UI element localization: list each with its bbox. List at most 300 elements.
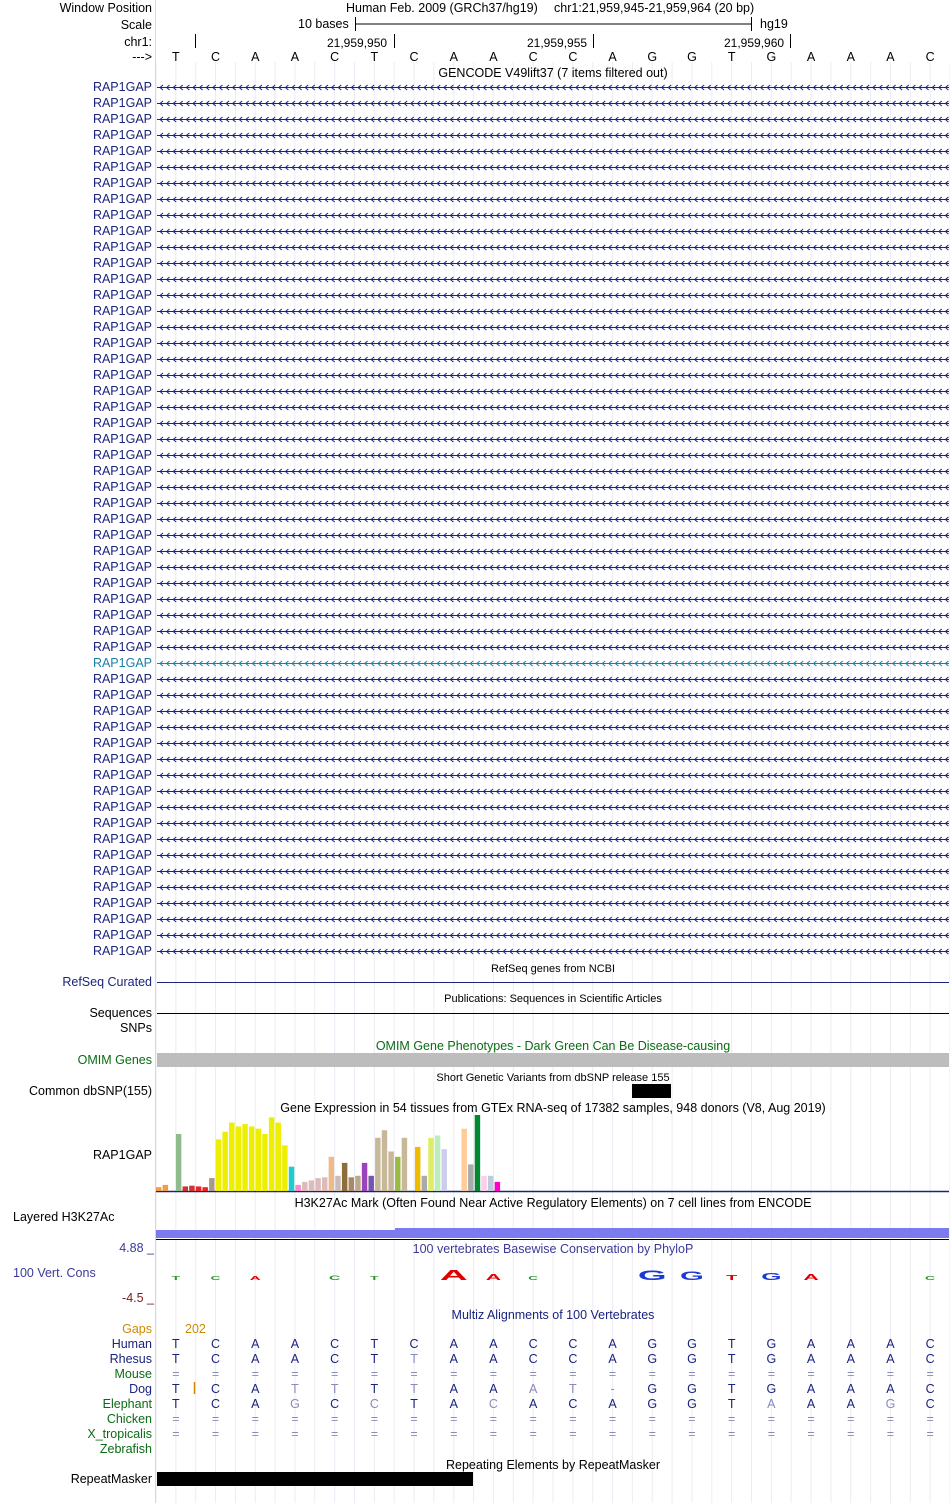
gencode-row-label[interactable]: RAP1GAP xyxy=(92,544,152,558)
alignment-base: = xyxy=(410,1412,418,1426)
alignment-base: C xyxy=(211,1397,221,1411)
alignment-base: = xyxy=(767,1427,776,1441)
alignment-base: C xyxy=(409,1337,419,1351)
alignment-base: G xyxy=(687,1337,697,1351)
alignment-base: T xyxy=(410,1397,418,1411)
alignment-base: = xyxy=(847,1367,855,1381)
alignment-base: A xyxy=(846,1397,855,1411)
alignment-base: A xyxy=(608,1352,617,1366)
alignment-base: = xyxy=(926,1367,934,1381)
alignment-base: C xyxy=(211,1352,221,1366)
alignment-base: G xyxy=(647,1337,658,1351)
alignment-base: = xyxy=(926,1427,934,1441)
h3k27ac-signal-right[interactable] xyxy=(395,1228,949,1238)
gencode-row-label[interactable]: RAP1GAP xyxy=(92,736,152,750)
gtex-tissue-bar[interactable] xyxy=(428,1138,433,1191)
gencode-row-label[interactable]: RAP1GAP xyxy=(92,944,152,958)
alignment-base: A xyxy=(608,1397,617,1411)
scale-text: 10 bases xyxy=(298,17,349,31)
gencode-row-label[interactable]: RAP1GAP xyxy=(92,528,152,542)
coord-1: 21,959,950 xyxy=(327,36,388,50)
gencode-row-label[interactable]: RAP1GAP xyxy=(92,576,152,590)
gtex-tissue-bar[interactable] xyxy=(442,1149,447,1191)
gtex-tissue-bar[interactable] xyxy=(315,1178,320,1191)
gaps-label: Gaps xyxy=(122,1322,152,1336)
omim-title: OMIM Gene Phenotypes - Dark Green Can Be Disease-causing xyxy=(375,1039,731,1053)
alignment-base: C xyxy=(925,1337,935,1351)
alignment-base: = xyxy=(569,1412,577,1426)
gencode-row-label[interactable]: RAP1GAP xyxy=(92,800,152,814)
gtex-tissue-bar[interactable] xyxy=(322,1177,327,1191)
alignment-base: T xyxy=(410,1352,418,1366)
alignment-base: A xyxy=(449,1337,458,1351)
phylop-glyphs xyxy=(172,1267,936,1283)
alignment-base: = xyxy=(767,1367,776,1381)
alignment-base: A xyxy=(489,1337,498,1351)
alignment-base: = xyxy=(886,1412,895,1426)
alignment-base: = xyxy=(727,1412,736,1426)
base-letter: C xyxy=(409,50,419,64)
gtex-tissue-bar[interactable] xyxy=(309,1180,314,1191)
gencode-title[interactable]: GENCODE V49lift37 (7 items filtered out) xyxy=(438,66,668,80)
gtex-tissue-bar[interactable] xyxy=(262,1134,267,1191)
alignment-base: C xyxy=(568,1337,578,1351)
base-letter: C xyxy=(211,50,221,64)
phylop-base-glyph: A xyxy=(485,1272,502,1283)
gtex-tissue-bar[interactable] xyxy=(256,1129,261,1191)
gtex-tissue-bar[interactable] xyxy=(242,1124,247,1191)
base-letter: A xyxy=(290,50,300,64)
gencode-row-label[interactable]: RAP1GAP xyxy=(92,400,152,414)
base-letter: G xyxy=(687,50,697,64)
phylop-title: 100 vertebrates Basewise Conservation by PhyloP xyxy=(412,1242,694,1256)
gencode-row-label[interactable]: RAP1GAP xyxy=(92,832,152,846)
alignment-base: = xyxy=(251,1427,259,1441)
gencode-row-label[interactable]: RAP1GAP xyxy=(92,80,152,94)
species-label: X_tropicalis xyxy=(87,1427,152,1441)
assembly-title: Human Feb. 2009 (GRCh37/hg19) xyxy=(346,1,538,15)
base-letter: C xyxy=(330,50,340,64)
gencode-row-label[interactable]: RAP1GAP xyxy=(92,640,152,654)
publications-title: Publications: Sequences in Scientific Articles xyxy=(444,993,662,1005)
alignment-base: G xyxy=(687,1382,697,1396)
dbsnp-variant[interactable] xyxy=(632,1084,671,1098)
phylop-base-glyph: C xyxy=(528,1275,539,1282)
gencode-row-label[interactable]: RAP1GAP xyxy=(92,816,152,830)
base-letter: G xyxy=(766,50,777,64)
gencode-row-label[interactable]: RAP1GAP xyxy=(92,176,152,190)
phylop-label[interactable]: 100 Vert. Cons xyxy=(13,1266,96,1280)
alignment-base: T xyxy=(291,1382,299,1396)
gtex-tissue-bar[interactable] xyxy=(382,1130,387,1191)
alignment-base: = xyxy=(410,1427,418,1441)
alignment-base: C xyxy=(330,1397,340,1411)
alignment-base: = xyxy=(489,1412,498,1426)
alignment-base: = xyxy=(450,1412,458,1426)
repeatmasker-label[interactable]: RepeatMasker xyxy=(70,1472,152,1486)
alignment-base: C xyxy=(528,1337,538,1351)
gencode-row-label[interactable]: RAP1GAP xyxy=(92,912,152,926)
gtex-tissue-bar[interactable] xyxy=(176,1134,181,1191)
gtex-tissue-bar[interactable] xyxy=(355,1176,360,1191)
h3k27ac-title: H3K27Ac Mark (Often Found Near Active Regulatory Elements) on 7 cell lines from ENCODE xyxy=(294,1196,812,1210)
window-position-label: Window Position xyxy=(59,1,152,15)
alignment-base: = xyxy=(688,1412,696,1426)
alignment-base: G xyxy=(290,1397,300,1411)
alignment-base: C xyxy=(330,1352,340,1366)
gencode-row-label[interactable]: RAP1GAP xyxy=(92,864,152,878)
gtex-tissue-bar[interactable] xyxy=(481,1176,486,1191)
gencode-row-label[interactable]: RAP1GAP xyxy=(92,384,152,398)
alignment-base: = xyxy=(688,1427,696,1441)
gtex-tissue-bar[interactable] xyxy=(222,1132,227,1191)
phylop-base-glyph: C xyxy=(210,1275,221,1282)
alignment-base: A xyxy=(449,1382,458,1396)
omim-label[interactable]: OMIM Genes xyxy=(77,1053,152,1067)
alignment-base: C xyxy=(211,1382,221,1396)
gtex-tissue-bar[interactable] xyxy=(488,1176,493,1191)
alignment-base: = xyxy=(291,1367,299,1381)
gtex-tissue-bar[interactable] xyxy=(475,1115,480,1191)
alignment-base: A xyxy=(290,1337,300,1351)
alignment-base: C xyxy=(568,1397,578,1411)
gtex-tissue-bar[interactable] xyxy=(289,1167,294,1191)
gencode-row-label[interactable]: RAP1GAP xyxy=(92,112,152,126)
alignment-base: G xyxy=(766,1337,777,1351)
gtex-tissue-bar[interactable] xyxy=(461,1129,466,1191)
alignment-base: G xyxy=(647,1352,658,1366)
gencode-row-label[interactable]: RAP1GAP xyxy=(92,896,152,910)
alignment-base: A xyxy=(251,1352,260,1366)
phylop-base-glyph: G xyxy=(761,1271,782,1283)
alignment-base: G xyxy=(687,1352,697,1366)
gtex-tissue-bar[interactable] xyxy=(282,1145,287,1191)
gtex-tissue-bar[interactable] xyxy=(295,1185,300,1191)
gencode-row-label[interactable]: RAP1GAP xyxy=(92,448,152,462)
gencode-row-label[interactable]: RAP1GAP xyxy=(92,336,152,350)
alignment-base: G xyxy=(766,1352,777,1366)
gencode-row-label[interactable]: RAP1GAP xyxy=(92,880,152,894)
alignment-base: = xyxy=(172,1412,180,1426)
gtex-tissue-bar[interactable] xyxy=(335,1176,340,1191)
alignment-base: = xyxy=(807,1412,815,1426)
gencode-row-label[interactable]: RAP1GAP xyxy=(92,480,152,494)
alignment-base: = xyxy=(847,1427,855,1441)
h3k27ac-signal-left[interactable] xyxy=(156,1230,395,1238)
base-letter: C xyxy=(528,50,538,64)
base-letter: A xyxy=(449,50,458,64)
gtex-bars[interactable] xyxy=(156,1115,500,1191)
alignment-base: = xyxy=(172,1367,180,1381)
gtex-tissue-bar[interactable] xyxy=(422,1176,427,1191)
base-letter: A xyxy=(806,50,816,64)
alignment-base: A xyxy=(767,1397,776,1411)
gencode-row-label[interactable]: RAP1GAP xyxy=(92,368,152,382)
alignment-base: = xyxy=(489,1367,498,1381)
alignment-base: G xyxy=(687,1397,697,1411)
gencode-row-label[interactable]: RAP1GAP xyxy=(92,656,152,670)
base-letter: A xyxy=(886,50,895,64)
species-label: Elephant xyxy=(102,1397,152,1411)
h3k27ac-label[interactable]: Layered H3K27Ac xyxy=(13,1210,115,1224)
base-letter: A xyxy=(846,50,855,64)
base-letter: A xyxy=(251,50,260,64)
gencode-row-label[interactable]: RAP1GAP xyxy=(92,160,152,174)
gtex-tissue-bar[interactable] xyxy=(229,1123,234,1191)
alignment-base: A xyxy=(528,1382,538,1396)
gencode-row-label[interactable]: RAP1GAP xyxy=(92,752,152,766)
gtex-tissue-bar[interactable] xyxy=(189,1186,194,1191)
alignment-base: = xyxy=(251,1412,259,1426)
gencode-row-label[interactable]: RAP1GAP xyxy=(92,704,152,718)
publications-label-snps[interactable]: SNPs xyxy=(120,1021,152,1035)
gencode-row-label[interactable]: RAP1GAP xyxy=(92,240,152,254)
alignment-base: C xyxy=(369,1397,379,1411)
gtex-tissue-bar[interactable] xyxy=(202,1187,207,1191)
alignment-base: T xyxy=(410,1382,418,1396)
gtex-tissue-bar[interactable] xyxy=(395,1157,400,1191)
alignment-base: G xyxy=(647,1397,658,1411)
alignment-base: T xyxy=(727,1337,736,1351)
alignment-base: T xyxy=(727,1397,736,1411)
gtex-label[interactable]: RAP1GAP xyxy=(92,1148,152,1162)
gtex-tissue-bar[interactable] xyxy=(329,1157,334,1191)
gtex-tissue-bar[interactable] xyxy=(269,1117,274,1191)
gtex-tissue-bar[interactable] xyxy=(209,1178,214,1191)
gencode-row-label[interactable]: RAP1GAP xyxy=(92,624,152,638)
gtex-tissue-bar[interactable] xyxy=(368,1176,373,1191)
gtex-tissue-bar[interactable] xyxy=(402,1138,407,1191)
phylop-base-glyph: G xyxy=(680,1269,704,1283)
alignment-base: = xyxy=(211,1427,220,1441)
gencode-row-label[interactable]: RAP1GAP xyxy=(92,672,152,686)
phylop-base-glyph: A xyxy=(803,1272,819,1283)
alignment-base: T xyxy=(727,1382,736,1396)
alignment-base: = xyxy=(847,1412,855,1426)
alignment-base: = xyxy=(608,1427,617,1441)
refseq-label[interactable]: RefSeq Curated xyxy=(62,975,152,989)
alignment-base: C xyxy=(330,1337,340,1351)
gencode-row-label[interactable]: RAP1GAP xyxy=(92,496,152,510)
alignment-base: = xyxy=(569,1427,577,1441)
alignment-base: = xyxy=(489,1427,498,1441)
dbsnp-title: Short Genetic Variants from dbSNP release 155 xyxy=(436,1072,670,1084)
gencode-row-label[interactable]: RAP1GAP xyxy=(92,688,152,702)
gtex-tissue-bar[interactable] xyxy=(196,1186,201,1191)
alignment-base: - xyxy=(610,1382,615,1396)
dbsnp-label[interactable]: Common dbSNP(155) xyxy=(29,1084,152,1098)
omim-bar[interactable] xyxy=(157,1053,949,1067)
gtex-tissue-bar[interactable] xyxy=(468,1164,473,1191)
gencode-row-label[interactable]: RAP1GAP xyxy=(92,848,152,862)
gencode-row-label[interactable]: RAP1GAP xyxy=(92,928,152,942)
gtex-tissue-bar[interactable] xyxy=(362,1163,367,1191)
gtex-tissue-bar[interactable] xyxy=(349,1177,354,1191)
alignment-base: T xyxy=(370,1382,379,1396)
alignment-base: G xyxy=(647,1382,658,1396)
position-readout: chr1:21,959,945-21,959,964 (20 bp) xyxy=(554,1,755,15)
species-label: Human xyxy=(111,1337,152,1351)
alignment-base: A xyxy=(846,1352,855,1366)
base-letter: T xyxy=(172,50,180,64)
alignment-base: = xyxy=(450,1427,458,1441)
gencode-row-label[interactable]: RAP1GAP xyxy=(92,768,152,782)
alignment-base: = xyxy=(608,1367,617,1381)
gencode-row-label[interactable]: RAP1GAP xyxy=(92,432,152,446)
gencode-row-label[interactable]: RAP1GAP xyxy=(92,224,152,238)
alignment-base: = xyxy=(370,1367,379,1381)
gencode-row-label[interactable]: RAP1GAP xyxy=(92,304,152,318)
alignment-base: = xyxy=(529,1427,537,1441)
alignment-base: = xyxy=(648,1412,656,1426)
gtex-tissue-bar[interactable] xyxy=(249,1126,254,1191)
gencode-row-label[interactable]: RAP1GAP xyxy=(92,320,152,334)
alignment-base: A xyxy=(886,1352,895,1366)
alignment-base: = xyxy=(886,1367,895,1381)
alignment-base: = xyxy=(727,1367,736,1381)
gencode-row-label[interactable]: RAP1GAP xyxy=(92,416,152,430)
gencode-row-label[interactable]: RAP1GAP xyxy=(92,720,152,734)
alignment-base: = xyxy=(330,1427,339,1441)
gencode-row-label[interactable]: RAP1GAP xyxy=(92,784,152,798)
alignment-base: = xyxy=(330,1412,339,1426)
alignment-base: = xyxy=(370,1427,379,1441)
alignment-base: = xyxy=(608,1412,617,1426)
gencode-transcripts[interactable] xyxy=(157,85,949,954)
alignment-base: C xyxy=(528,1352,538,1366)
alignment-base: T xyxy=(172,1337,180,1351)
phylop-max-label: 4.88 _ xyxy=(119,1241,154,1255)
alignment-base: = xyxy=(688,1367,696,1381)
alignment-base: = xyxy=(172,1427,180,1441)
gencode-row-label[interactable]: RAP1GAP xyxy=(92,256,152,270)
gencode-row-label[interactable]: RAP1GAP xyxy=(92,144,152,158)
gencode-row-label[interactable]: RAP1GAP xyxy=(92,464,152,478)
base-letter: A xyxy=(608,50,617,64)
species-label: Zebrafish xyxy=(99,1442,152,1456)
gencode-row-label[interactable]: RAP1GAP xyxy=(92,512,152,526)
gencode-row-label[interactable]: RAP1GAP xyxy=(92,608,152,622)
alignment-base: A xyxy=(251,1337,260,1351)
strand-label: ---> xyxy=(132,50,152,64)
base-letter: C xyxy=(925,50,935,64)
alignment-base: = xyxy=(807,1367,815,1381)
species-label: Rhesus xyxy=(109,1352,152,1366)
alignment-base: = xyxy=(727,1427,736,1441)
alignment-base: = xyxy=(450,1367,458,1381)
phylop-base-glyph: A xyxy=(249,1275,261,1282)
gtex-tissue-bar[interactable] xyxy=(156,1187,161,1191)
gtex-tissue-bar[interactable] xyxy=(388,1151,393,1191)
gtex-tissue-bar[interactable] xyxy=(163,1185,168,1191)
gaps-value: 202 xyxy=(185,1322,206,1336)
repeat-element[interactable] xyxy=(157,1472,473,1486)
gtex-tissue-bar[interactable] xyxy=(375,1138,380,1191)
alignment-base: = xyxy=(410,1367,418,1381)
base-letter: T xyxy=(370,50,379,64)
base-letter: C xyxy=(568,50,578,64)
phylop-base-glyph: T xyxy=(171,1275,181,1282)
coord-3: 21,959,960 xyxy=(724,36,785,50)
repeatmasker-title: Repeating Elements by RepeatMasker xyxy=(445,1458,660,1472)
alignment-base: C xyxy=(488,1397,498,1411)
chrom-label: chr1: xyxy=(124,35,152,49)
alignment-base: A xyxy=(886,1382,895,1396)
gtex-tissue-bar[interactable] xyxy=(342,1163,347,1191)
alignment-base: C xyxy=(925,1352,935,1366)
base-letter: G xyxy=(647,50,658,64)
alignment-base: A xyxy=(449,1352,458,1366)
alignment-base: A xyxy=(251,1382,260,1396)
alignment-base: T xyxy=(569,1382,577,1396)
alignment-base: A xyxy=(886,1337,895,1351)
gencode-row-label[interactable]: RAP1GAP xyxy=(92,352,152,366)
gencode-row-label[interactable]: RAP1GAP xyxy=(92,272,152,286)
alignment-base: C xyxy=(211,1337,221,1351)
alignment-base: = xyxy=(291,1427,299,1441)
alignment-base: = xyxy=(648,1367,656,1381)
alignment-base: = xyxy=(291,1412,299,1426)
alignment-base: T xyxy=(330,1382,339,1396)
phylop-base-glyph: A xyxy=(439,1267,468,1284)
alignment-base: A xyxy=(449,1397,458,1411)
alignment-base: T xyxy=(172,1397,180,1411)
alignment-base: = xyxy=(569,1367,577,1381)
vertical-grid xyxy=(156,62,950,1503)
gencode-row-label[interactable]: RAP1GAP xyxy=(92,208,152,222)
gtex-tissue-bar[interactable] xyxy=(495,1182,500,1191)
gtex-tissue-bar[interactable] xyxy=(276,1123,281,1191)
phylop-base-glyph: C xyxy=(925,1275,936,1282)
refseq-title: RefSeq genes from NCBI xyxy=(490,963,616,975)
alignment-base: = xyxy=(767,1412,776,1426)
base-letter: T xyxy=(727,50,736,64)
alignment-base: A xyxy=(846,1382,855,1396)
alignment-base: = xyxy=(529,1367,537,1381)
gencode-row-label[interactable]: RAP1GAP xyxy=(92,560,152,574)
alignment-base: A xyxy=(806,1352,816,1366)
base-letter: A xyxy=(489,50,498,64)
alignment-base: A xyxy=(806,1397,816,1411)
alignment-base: = xyxy=(529,1412,537,1426)
gencode-row-label[interactable]: RAP1GAP xyxy=(92,96,152,110)
alignment-base: A xyxy=(608,1337,617,1351)
gtex-tissue-bar[interactable] xyxy=(415,1147,420,1191)
gencode-row-label[interactable]: RAP1GAP xyxy=(92,128,152,142)
gtex-tissue-bar[interactable] xyxy=(302,1182,307,1191)
gencode-row-label[interactable]: RAP1GAP xyxy=(92,592,152,606)
gtex-tissue-bar[interactable] xyxy=(216,1139,221,1191)
alignment-base: = xyxy=(211,1367,220,1381)
alignment-base: = xyxy=(886,1427,895,1441)
gencode-row-label[interactable]: RAP1GAP xyxy=(92,192,152,206)
alignment-base: = xyxy=(648,1427,656,1441)
alignment-base: = xyxy=(807,1427,815,1441)
alignment-base: A xyxy=(806,1337,816,1351)
gtex-tissue-bar[interactable] xyxy=(435,1136,440,1191)
multiz-title: Multiz Alignments of 100 Vertebrates xyxy=(451,1308,655,1322)
alignment-base: A xyxy=(290,1352,300,1366)
gencode-row-label[interactable]: RAP1GAP xyxy=(92,288,152,302)
alignment-base: T xyxy=(370,1352,379,1366)
gtex-tissue-bar[interactable] xyxy=(236,1126,241,1191)
alignment-base: = xyxy=(330,1367,339,1381)
gtex-tissue-bar[interactable] xyxy=(183,1186,188,1191)
publications-label-sequences[interactable]: Sequences xyxy=(89,1006,152,1020)
gtex-title: Gene Expression in 54 tissues from GTEx RNA-seq of 17382 samples, 948 donors (V8, Aug 2019) xyxy=(280,1101,826,1115)
phylop-base-glyph: G xyxy=(637,1267,667,1284)
alignment-base: T xyxy=(370,1337,379,1351)
